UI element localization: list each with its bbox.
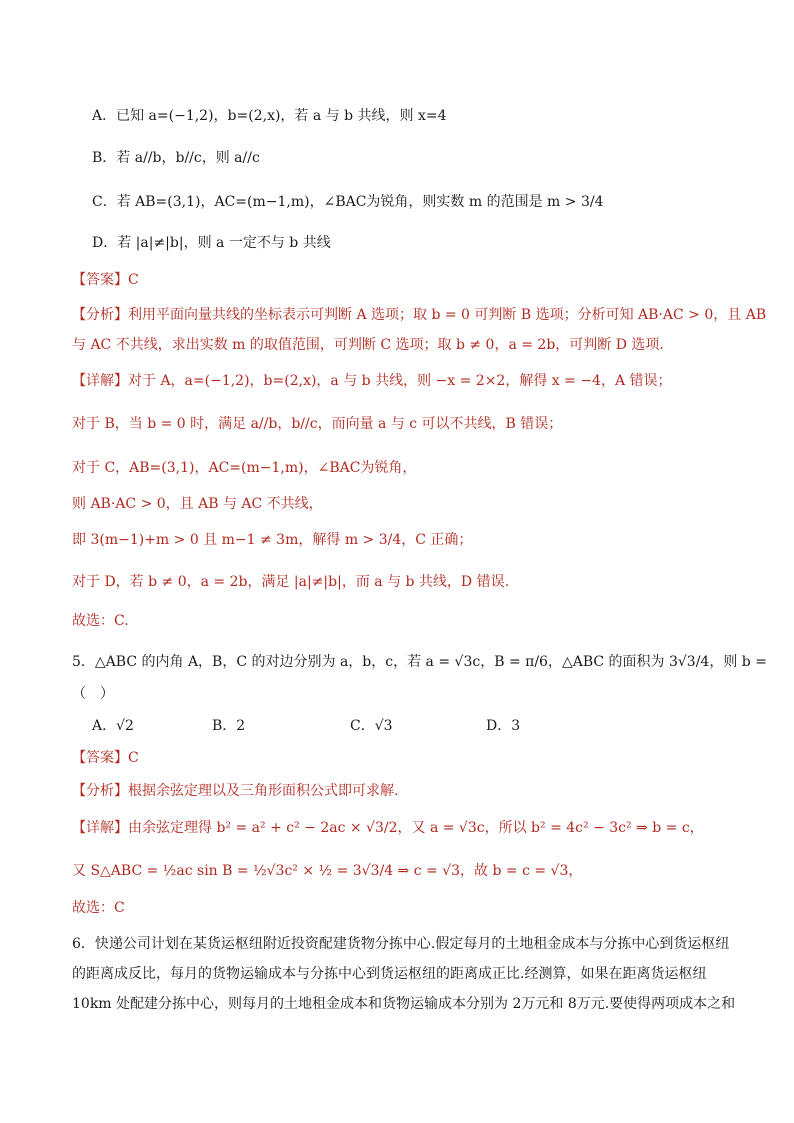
analysis-text: 根据余弦定理以及三角形面积公式即可求解. — [128, 783, 399, 799]
q5-choices — [92, 716, 520, 736]
q4-option-a: A．已知 a=(−1,2)，b=(2,x)，若 a 与 b 共线，则 x=4 — [92, 108, 447, 124]
detail-text: 由余弦定理得 b² = a² + c² − 2ac × √3/2，又 a = √3c，所以 b² = 4c² − 3c² ⇒ b = c， — [128, 820, 704, 836]
detail-text: 对于 A，a=(−1,2)，b=(2,x)，a 与 b 共线，则 −x = 2×2，解得 x = −4，A 错误； — [128, 373, 672, 389]
q4-analysis-line-2: 与 AC 不共线，求出实数 m 的取值范围，可判断 C 选项；取 b ≠ 0，a = 2b，可判断 D 选项. — [72, 337, 664, 353]
q4-option-c: C．若 AB=(3,1)，AC=(m−1,m)，∠BAC为锐角，则实数 m 的范围是 m > 3/4 — [92, 194, 604, 210]
analysis-tag: 【分析】 — [72, 783, 128, 799]
q5-paren: （ ） — [72, 686, 114, 702]
q4-answer — [72, 270, 139, 290]
q4-detail-line-5: 即 3(m−1)+m > 0 且 m−1 ≠ 3m，解得 m > 3/4，C 正确； — [72, 532, 473, 548]
q5-detail-line-2: 又 S△ABC = ½ac sin B = ½√3c² × ½ = 3√3/4 ⇒ c = √3，故 b = c = √3， — [72, 863, 583, 879]
q6-stem-line-2: 的距离成反比，每月的货物运输成本与分拣中心到货运枢纽的距离成正比.经测算，如果在距离货运枢纽 — [72, 966, 707, 982]
q5-choice-c: C．√3 — [350, 718, 393, 734]
analysis-text: 利用平面向量共线的坐标表示可判断 A 选项；取 b = 0 可判断 B 选项；分析可知 AB·AC > 0，且 AB — [128, 307, 767, 323]
answer-tag: 【答案】 — [72, 272, 128, 288]
q5-analysis — [72, 781, 398, 801]
q4-detail-line-4: 则 AB·AC > 0，且 AB 与 AC 不共线， — [72, 496, 323, 512]
analysis-tag: 【分析】 — [72, 307, 128, 323]
detail-tag: 【详解】 — [72, 373, 128, 389]
answer-value: C — [128, 272, 139, 288]
q4-detail-line-3: 对于 C，AB=(3,1)，AC=(m−1,m)，∠BAC为锐角， — [72, 460, 417, 476]
q5-choice-a: A．√2 — [92, 718, 134, 734]
q4-option-b: B．若 a//b，b//c，则 a//c — [92, 150, 260, 166]
q5-choose: 故选：C — [72, 900, 125, 916]
q4-analysis-line-1 — [72, 305, 766, 325]
q4-detail-line-1 — [72, 371, 672, 391]
q4-detail-line-2: 对于 B，当 b = 0 时，满足 a//b，b//c，而向量 a 与 c 可以不共线，B 错误； — [72, 416, 563, 432]
q6-stem-line-1: 6．快递公司计划在某货运枢纽附近投资配建货物分拣中心.假定每月的土地租金成本与分拣中心到货运枢纽 — [72, 936, 730, 952]
q6-stem-line-3: 10km 处配建分拣中心，则每月的土地租金成本和货物运输成本分别为 2万元和 8万元.要使得两项成本之和 — [72, 996, 736, 1012]
q5-detail-line-1 — [72, 818, 704, 838]
answer-value: C — [128, 750, 139, 766]
q5-stem: 5．△ABC 的内角 A，B，C 的对边分别为 a，b，c，若 a = √3c，B = π/6，△ABC 的面积为 3√3/4，则 b = — [72, 654, 767, 670]
q5-choice-b: B．2 — [212, 718, 246, 734]
q5-choice-d: D．3 — [486, 718, 521, 734]
q5-answer — [72, 748, 139, 768]
q4-option-d: D．若 |a|≠|b|，则 a 一定不与 b 共线 — [92, 235, 331, 251]
answer-tag: 【答案】 — [72, 750, 128, 766]
q4-choose: 故选：C. — [72, 613, 129, 629]
q4-detail-line-6: 对于 D，若 b ≠ 0，a = 2b，满足 |a|≠|b|，而 a 与 b 共线，D 错误. — [72, 574, 510, 590]
detail-tag: 【详解】 — [72, 820, 128, 836]
